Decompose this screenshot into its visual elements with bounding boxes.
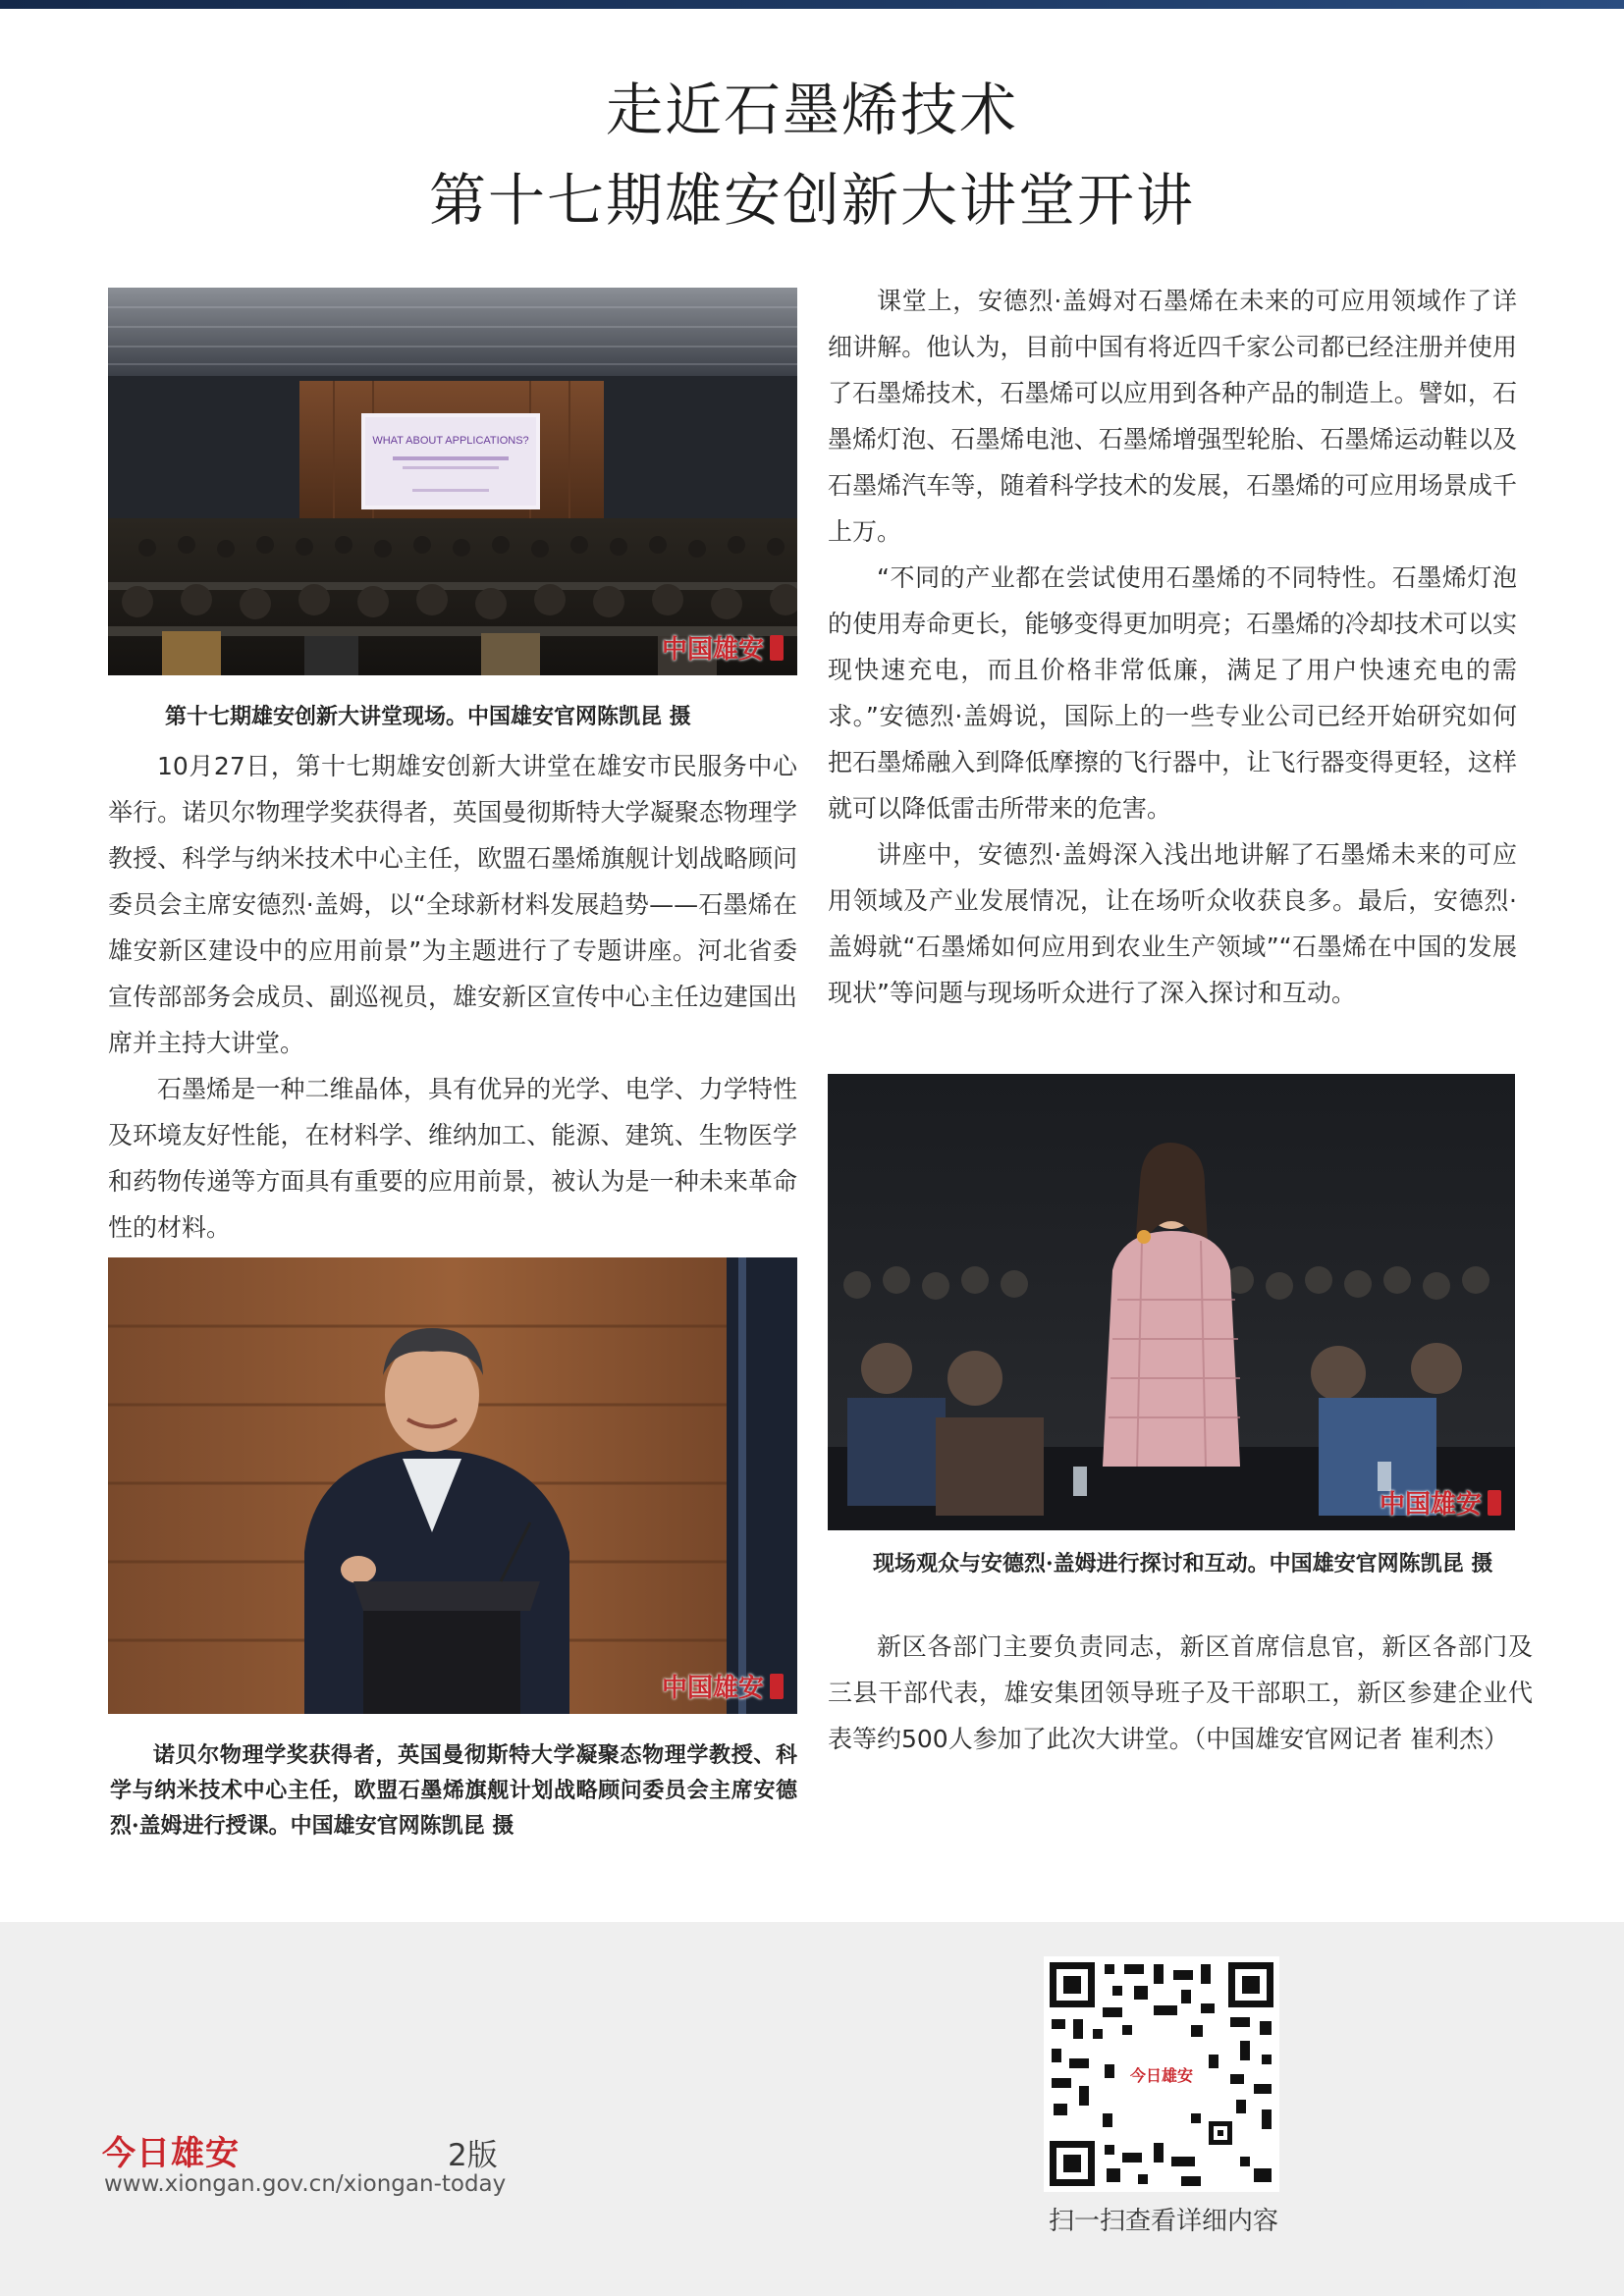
photo-watermark: 中国雄安	[662, 1668, 784, 1704]
lecture-hall-photo	[108, 288, 797, 675]
article-right-column	[828, 278, 1517, 1016]
qr-code-icon	[1044, 1956, 1279, 2192]
speaker-caption: 诺贝尔物理学奖获得者，英国曼彻斯特大学凝聚态物理学教授、科学与纳米技术中心主任，欧盟石墨烯旗舰计划战略顾问委员会主席安德烈·盖姆进行授课。中国雄安官网陈凯昆 摄	[110, 1742, 797, 1839]
audience-photo	[828, 1074, 1515, 1530]
speaker-photo	[108, 1257, 797, 1714]
audience-caption: 现场观众与安德烈·盖姆进行探讨和互动。中国雄安官网陈凯昆 摄	[873, 1551, 1493, 1576]
qr-center-label: 今日雄安	[1129, 2066, 1194, 2085]
page-title	[0, 65, 1624, 245]
title-line-2: 第十七期雄安创新大讲堂开讲	[428, 167, 1195, 234]
top-accent-bar	[0, 0, 1624, 9]
article-paragraph-3: 课堂上，安德烈·盖姆对石墨烯在未来的可应用领域作了详细讲解。他认为，目前中国有将近四千家公司都已经注册并使用了石墨烯技术，石墨烯可以应用到各种产品的制造上。譬如，石墨烯灯泡、石墨烯电池、石墨烯增强型轮胎、石墨烯运动鞋以及石墨烯汽车等，随着科学技术的发展，石墨烯的可应用场景成千上万。	[828, 287, 1517, 546]
seal-mark	[770, 1674, 784, 1699]
lecture-hall-illustration	[108, 288, 797, 675]
speaker-illustration	[108, 1257, 797, 1714]
qr-code[interactable]	[1044, 1956, 1279, 2192]
article-closing	[828, 1624, 1533, 1762]
article-paragraph-4: “不同的产业都在尝试使用石墨烯的不同特性。石墨烯灯泡的使用寿命更长，能够变得更加明亮；石墨烯的冷却技术可以实现快速充电，而且价格非常低廉，满足了用户快速充电的需求。”安德烈·盖姆说，国际上的一些专业公司已经开始研究如何把石墨烯融入到降低摩擦的飞行器中，让飞行器变得更轻，这样就可以降低雷击所带来的危害。	[828, 563, 1517, 823]
seal-mark	[770, 635, 784, 661]
edition-number: 2版	[448, 2138, 498, 2173]
photo-watermark: 中国雄安	[1380, 1484, 1501, 1521]
seal-mark	[1488, 1490, 1501, 1516]
article-paragraph-1: 10月27日，第十七期雄安创新大讲堂在雄安市民服务中心举行。诺贝尔物理学奖获得者，英国曼彻斯特大学凝聚态物理学教授、科学与纳米技术中心主任，欧盟石墨烯旗舰计划战略顾问委员会主席安德烈·盖姆，以“全球新材料发展趋势——石墨烯在雄安新区建设中的应用前景”为主题进行了专题讲座。河北省委宣传部部务会成员、副巡视员，雄安新区宣传中心主任边建国出席并主持大讲堂。	[108, 752, 797, 1057]
article-paragraph-2: 石墨烯是一种二维晶体，具有优异的光学、电学、力学特性及环境友好性能，在材料学、维纳加工、能源、建筑、生物医学和药物传递等方面具有重要的应用前景，被认为是一种未来革命性的材料。	[108, 1075, 797, 1242]
photo-watermark: 中国雄安	[662, 629, 784, 666]
footer-panel	[0, 1922, 1624, 2296]
title-line-1: 走近石墨烯技术	[605, 77, 1018, 143]
qr-instruction-label: 扫一扫查看详细内容	[1048, 2207, 1278, 2236]
site-url-link[interactable]: www.xiongan.gov.cn/xiongan-today	[104, 2171, 507, 2197]
screen-slide-text: WHAT ABOUT APPLICATIONS?	[372, 435, 529, 447]
article-paragraph-5: 讲座中，安德烈·盖姆深入浅出地讲解了石墨烯未来的可应用领域及产业发展情况，让在场听众收获良多。最后，安德烈·盖姆就“石墨烯如何应用到农业生产领域”“石墨烯在中国的发展现状”等问题与现场听众进行了深入探讨和互动。	[828, 840, 1517, 1007]
article-left-column	[108, 743, 797, 1251]
audience-illustration	[828, 1074, 1515, 1530]
brand-logo: 今日雄安	[102, 2134, 240, 2173]
article-paragraph-6: 新区各部门主要负责同志，新区首席信息官，新区各部门及三县干部代表，雄安集团领导班子及干部职工，新区参建企业代表等约500人参加了此次大讲堂。（中国雄安官网记者 崔利杰）	[828, 1632, 1533, 1753]
lecture-hall-caption: 第十七期雄安创新大讲堂现场。中国雄安官网陈凯昆 摄	[165, 704, 691, 729]
